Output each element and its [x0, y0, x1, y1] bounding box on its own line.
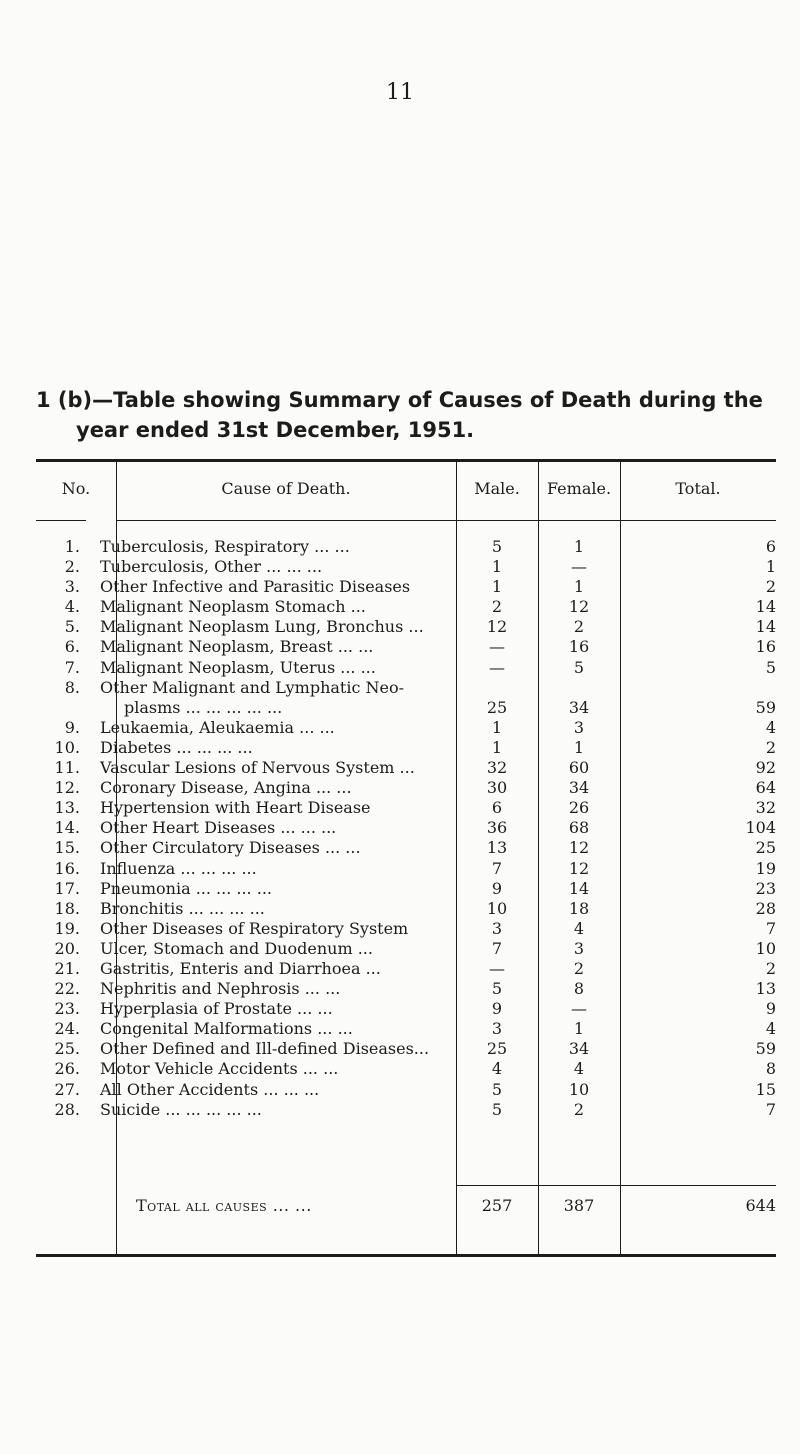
- female-count: 34: [568, 778, 590, 798]
- row-number: 1.: [64, 537, 80, 556]
- cause-of-death: Hypertension with Heart Disease: [100, 798, 371, 818]
- female-count: —: [571, 557, 587, 577]
- table-title: [36, 385, 776, 445]
- row-number: 17.: [54, 878, 80, 898]
- table-row: [36, 738, 776, 758]
- female-count: 12: [568, 838, 590, 858]
- row-number: 14.: [54, 818, 80, 838]
- header-rule: [456, 520, 538, 521]
- cause-of-death: Motor Vehicle Accidents ... ...: [100, 1059, 339, 1079]
- male-count: 6: [491, 798, 503, 818]
- row-number: 28.: [54, 1099, 80, 1119]
- cause-of-death: Diabetes ... ... ... ...: [100, 737, 253, 757]
- total-count: 92: [755, 758, 776, 778]
- table-row: [36, 919, 776, 939]
- row-number: 24.: [54, 1019, 80, 1039]
- female-count: 2: [573, 617, 585, 637]
- male-count: 4: [491, 1059, 503, 1079]
- cause-of-death: Tuberculosis, Other ... ... ...: [100, 557, 323, 577]
- total-count: 4: [765, 717, 776, 737]
- cause-of-death: Other Heart Diseases ... ... ...: [100, 818, 337, 838]
- header-no: No.: [61, 479, 91, 498]
- total-count: 2: [765, 737, 776, 757]
- male-count: 25: [486, 1039, 508, 1059]
- cause-of-death: Other Malignant and Lymphatic Neo-: [100, 677, 405, 697]
- page-number: 11: [386, 80, 414, 105]
- total-count: 14: [755, 597, 776, 617]
- table-row: [36, 1080, 776, 1100]
- row-number: 12.: [54, 778, 80, 798]
- male-count: 12: [486, 617, 508, 637]
- table-row: [36, 959, 776, 979]
- total-count: 9: [765, 999, 776, 1019]
- table-row: [36, 617, 776, 637]
- row-number: 23.: [54, 999, 80, 1019]
- total-count: 13: [755, 979, 776, 999]
- cause-of-death: Other Defined and Ill-defined Diseases...: [100, 1039, 430, 1059]
- female-count: 14: [568, 878, 590, 898]
- cause-of-death: Vascular Lesions of Nervous System ...: [100, 758, 415, 778]
- row-number: 18.: [54, 898, 80, 918]
- totals-rule: [538, 1185, 620, 1186]
- female-count: 12: [568, 597, 590, 617]
- male-count: 9: [491, 878, 503, 898]
- cause-of-death: Ulcer, Stomach and Duodenum ...: [100, 938, 373, 958]
- table-row: [36, 1059, 776, 1079]
- male-count: 13: [486, 838, 508, 858]
- cause-of-death: Malignant Neoplasm, Uterus ... ...: [100, 657, 376, 677]
- table-row: [36, 999, 776, 1019]
- total-count: 4: [765, 1019, 776, 1039]
- cause-of-death: Coronary Disease, Angina ... ...: [100, 778, 352, 798]
- total-count: 2: [765, 577, 776, 597]
- female-count: 12: [568, 858, 590, 878]
- row-number: 4.: [64, 597, 80, 617]
- male-count: 5: [491, 979, 503, 999]
- cause-of-death: Malignant Neoplasm Lung, Bronchus ...: [100, 617, 424, 637]
- total-count: 59: [755, 697, 776, 717]
- female-count: 2: [573, 1099, 585, 1119]
- table-row: [36, 1019, 776, 1039]
- total-count: 1: [765, 557, 776, 577]
- row-number: 9.: [64, 717, 80, 737]
- total-count: 5: [765, 657, 776, 677]
- female-count: 4: [573, 1059, 585, 1079]
- male-count: 5: [491, 1079, 503, 1099]
- table-row: [36, 698, 776, 718]
- row-number: 19.: [54, 918, 80, 938]
- female-count: 18: [568, 898, 590, 918]
- total-count: 7: [765, 918, 776, 938]
- total-count: 6: [765, 537, 776, 556]
- male-count: 32: [486, 758, 508, 778]
- male-count: —: [489, 958, 505, 978]
- table-row: [36, 658, 776, 678]
- female-count: 1: [573, 1019, 585, 1039]
- row-number: 22.: [54, 979, 80, 999]
- total-count: 14: [755, 617, 776, 637]
- total-count: 10: [755, 938, 776, 958]
- totals-rule: [456, 1185, 538, 1186]
- cause-of-death: Leukaemia, Aleukaemia ... ...: [100, 717, 335, 737]
- cause-of-death: Congenital Malformations ... ...: [100, 1019, 353, 1039]
- male-count: —: [489, 637, 505, 657]
- total-count: 104: [745, 818, 776, 838]
- male-count: 7: [491, 938, 503, 958]
- table-row: [36, 818, 776, 838]
- female-count: —: [571, 999, 587, 1019]
- table-row: [36, 637, 776, 657]
- header-rule: [116, 520, 456, 521]
- header-rule: [36, 520, 86, 521]
- row-number: 20.: [54, 938, 80, 958]
- header-rule: [538, 520, 620, 521]
- totals-label: Total all causes ... ...: [136, 1196, 312, 1215]
- female-count: 3: [573, 938, 585, 958]
- table-row: [36, 718, 776, 738]
- table-title-line-1: 1 (b)—Table showing Summary of Causes of Death during the: [36, 388, 763, 412]
- totals-total: 644: [745, 1196, 776, 1215]
- table-row: [36, 979, 776, 999]
- female-count: 34: [568, 697, 590, 717]
- totals-female: 387: [563, 1196, 595, 1215]
- female-count: 68: [568, 818, 590, 838]
- row-number: 15.: [54, 838, 80, 858]
- male-count: 5: [491, 537, 503, 556]
- cause-of-death: Suicide ... ... ... ... ...: [100, 1099, 262, 1119]
- table-row: [36, 537, 776, 557]
- female-count: 1: [573, 577, 585, 597]
- row-number: 10.: [54, 737, 80, 757]
- table-row: [36, 597, 776, 617]
- table-row: [36, 798, 776, 818]
- male-count: 3: [491, 918, 503, 938]
- female-count: 1: [573, 537, 585, 556]
- table-row: [36, 778, 776, 798]
- female-count: 4: [573, 918, 585, 938]
- cause-of-death: Other Circulatory Diseases ... ...: [100, 838, 361, 858]
- row-number: 16.: [54, 858, 80, 878]
- cause-of-death: All Other Accidents ... ... ...: [100, 1079, 320, 1099]
- total-count: 16: [755, 637, 776, 657]
- row-number: 26.: [54, 1059, 80, 1079]
- table-row: [36, 577, 776, 597]
- female-count: 34: [568, 1039, 590, 1059]
- female-count: 8: [573, 979, 585, 999]
- male-count: 1: [491, 737, 503, 757]
- male-count: 1: [491, 717, 503, 737]
- row-number: 27.: [54, 1079, 80, 1099]
- male-count: 5: [491, 1099, 503, 1119]
- row-number: 25.: [54, 1039, 80, 1059]
- male-count: 1: [491, 557, 503, 577]
- row-number: 3.: [64, 577, 80, 597]
- table-row: [36, 939, 776, 959]
- table-row: [36, 557, 776, 577]
- total-count: 32: [755, 798, 776, 818]
- table-title-line-2: year ended 31st December, 1951.: [76, 418, 475, 442]
- total-count: 15: [755, 1079, 776, 1099]
- row-number: 6.: [64, 637, 80, 657]
- male-count: 9: [491, 999, 503, 1019]
- table-row: [36, 1100, 776, 1120]
- female-count: 26: [568, 798, 590, 818]
- cause-of-death: Tuberculosis, Respiratory ... ...: [100, 537, 350, 556]
- female-count: 5: [573, 657, 585, 677]
- total-count: 25: [755, 838, 776, 858]
- total-count: 28: [755, 898, 776, 918]
- cause-of-death: Other Diseases of Respiratory System: [100, 918, 409, 938]
- cause-of-death: Pneumonia ... ... ... ...: [100, 878, 272, 898]
- table-row: [36, 678, 776, 698]
- male-count: 25: [486, 697, 508, 717]
- table-row: [36, 1039, 776, 1059]
- table-row: [36, 859, 776, 879]
- total-count: 7: [765, 1099, 776, 1119]
- row-number: 11.: [54, 758, 80, 778]
- row-number: 8.: [64, 677, 80, 697]
- header-male: Male.: [474, 479, 520, 498]
- female-count: 16: [568, 637, 590, 657]
- row-number: 13.: [54, 798, 80, 818]
- male-count: 30: [486, 778, 508, 798]
- male-count: 2: [491, 597, 503, 617]
- table-top-border: [36, 459, 776, 462]
- header-female: Female.: [546, 479, 612, 498]
- male-count: 7: [491, 858, 503, 878]
- male-count: 36: [486, 818, 508, 838]
- table-row: [36, 838, 776, 858]
- table-row: [36, 758, 776, 778]
- totals-male: 257: [481, 1196, 513, 1215]
- totals-rule: [620, 1185, 776, 1186]
- male-count: 1: [491, 577, 503, 597]
- female-count: 60: [568, 758, 590, 778]
- total-count: 59: [755, 1039, 776, 1059]
- table-body: [36, 537, 776, 1120]
- cause-of-death: Nephritis and Nephrosis ... ...: [100, 979, 341, 999]
- total-count: 19: [755, 858, 776, 878]
- table-bottom-border: [36, 1254, 776, 1257]
- male-count: —: [489, 657, 505, 677]
- cause-of-death: Influenza ... ... ... ...: [100, 858, 257, 878]
- female-count: 10: [568, 1079, 590, 1099]
- header-cause: Cause of Death.: [221, 479, 351, 498]
- female-count: 2: [573, 958, 585, 978]
- total-count: 23: [755, 878, 776, 898]
- male-count: 10: [486, 898, 508, 918]
- cause-of-death: Malignant Neoplasm Stomach ...: [100, 597, 366, 617]
- cause-of-death: Bronchitis ... ... ... ...: [100, 898, 265, 918]
- row-number: 7.: [64, 657, 80, 677]
- cause-of-death: Malignant Neoplasm, Breast ... ...: [100, 637, 374, 657]
- row-number: 2.: [64, 557, 80, 577]
- table-row: [36, 879, 776, 899]
- cause-of-death: plasms ... ... ... ... ...: [124, 697, 283, 717]
- total-count: 64: [755, 778, 776, 798]
- female-count: 3: [573, 717, 585, 737]
- cause-of-death: Hyperplasia of Prostate ... ...: [100, 999, 333, 1019]
- table-row: [36, 899, 776, 919]
- row-number: 5.: [64, 617, 80, 637]
- header-rule: [620, 520, 776, 521]
- header-total: Total.: [675, 479, 721, 498]
- total-count: 2: [765, 958, 776, 978]
- female-count: 1: [573, 737, 585, 757]
- row-number: 21.: [54, 958, 80, 978]
- total-count: 8: [765, 1059, 776, 1079]
- cause-of-death: Gastritis, Enteris and Diarrhoea ...: [100, 958, 381, 978]
- cause-of-death: Other Infective and Parasitic Diseases: [100, 577, 411, 597]
- male-count: 3: [491, 1019, 503, 1039]
